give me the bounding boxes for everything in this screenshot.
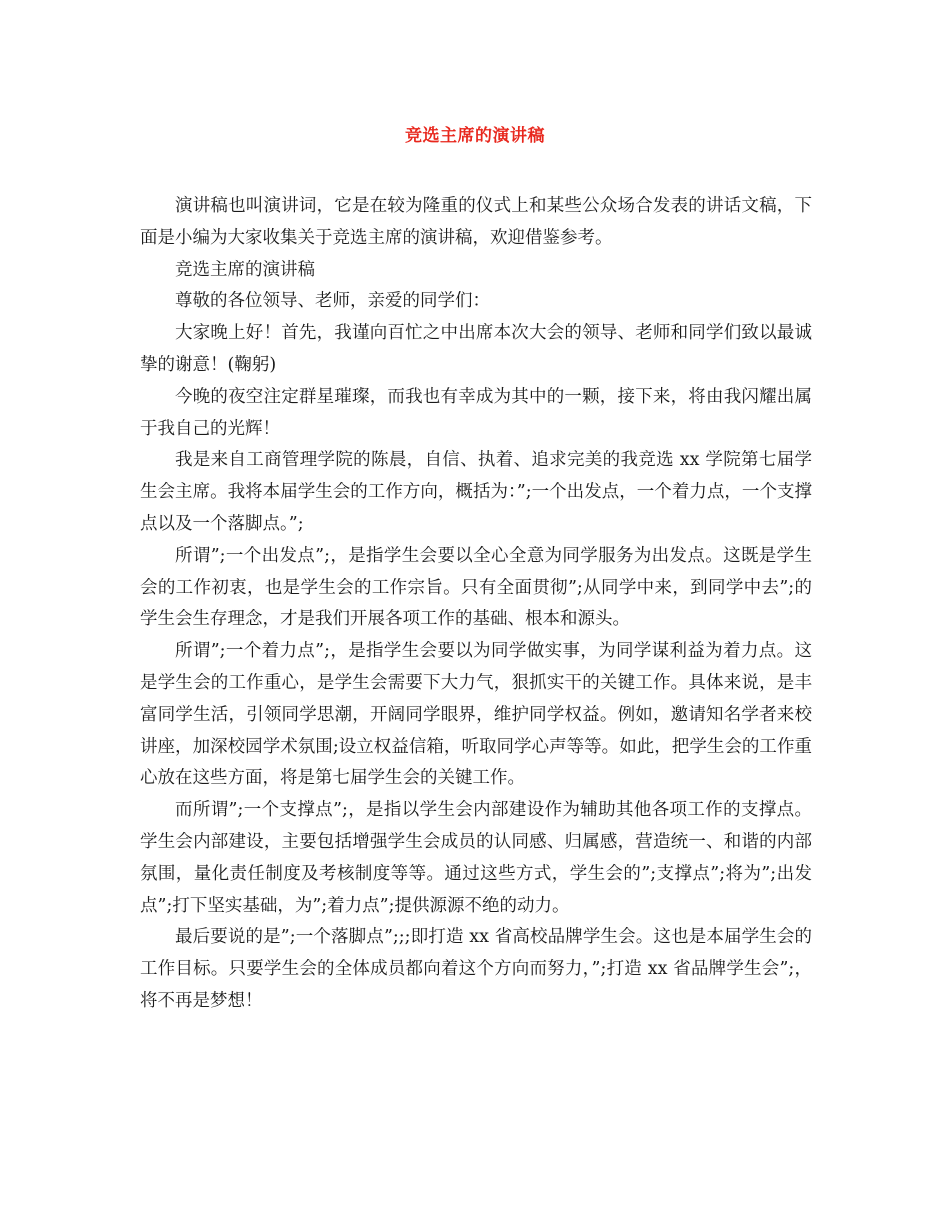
paragraph-intro: 演讲稿也叫演讲词，它是在较为隆重的仪式上和某些公众场合发表的讲话文稿，下面是小编为大家收集关于竞选主席的演讲稿，欢迎借鉴参考。 xyxy=(140,196,812,248)
paragraph-salutation: 尊敬的各位领导、老师，亲爱的同学们： xyxy=(175,291,490,312)
paragraph-landing-point: 最后要说的是”;一个落脚点”;;;即打造 xx 省高校品牌学生会。这也是本届学生会的工作目标。只要学生会的全体成员都向着这个方向而努力，”;打造 xx 省品牌学生会”;，将不再是梦想！ xyxy=(140,927,812,1011)
paragraph-starting-point: 所谓”;一个出发点”;，是指学生会要以全心全意为同学服务为出发点。这既是学生会的工作初衷，也是学生会的工作宗旨。只有全面贯彻”;从同学中来，到同学中去”;的学生会生存理念，才是我们开展各项工作的基础、根本和源头。 xyxy=(140,545,812,630)
document-body xyxy=(140,191,812,1018)
document-title: 竞选主席的演讲稿 xyxy=(405,126,545,146)
paragraph-subtitle: 竞选主席的演讲稿 xyxy=(175,259,315,280)
paragraph-self-introduction: 我是来自工商管理学院的陈晨，自信、执着、追求完美的我竞选 xx 学院第七届学生会主席。我将本届学生会的工作方向，概括为：”;一个出发点，一个着力点，一个支撑点以及一个落脚点。”; xyxy=(140,450,812,534)
paragraph-support-point: 而所谓”;一个支撑点”;，是指以学生会内部建设作为辅助其他各项工作的支撑点。学生会内部建设，主要包括增强学生会成员的认同感、归属感，营造统一、和谐的内部氛围，量化责任制度及考核制度等等。通过这些方式，学生会的”;支撑点”;将为”;出发点”;打下坚实基础，为”;着力点”;提供源源不绝的动力。 xyxy=(140,800,812,916)
paragraph-greeting: 大家晚上好！首先，我谨向百忙之中出席本次大会的领导、老师和同学们致以最诚挚的谢意！(鞠躬) xyxy=(140,323,812,375)
paragraph-focus-point: 所谓”;一个着力点”;，是指学生会要以为同学做实事，为同学谋利益为着力点。这是学生会的工作重心，是学生会需要下大力气，狠抓实干的关键工作。具体来说，是丰富同学生活，引领同学思潮，开阔同学眼界，维护同学权益。例如，邀请知名学者来校讲座，加深校园学术氛围;设立权益信箱，听取同学心声等等。如此，把学生会的工作重心放在这些方面，将是第七届学生会的关键工作。 xyxy=(140,641,812,789)
paragraph-opening: 今晚的夜空注定群星璀璨，而我也有幸成为其中的一颗，接下来，将由我闪耀出属于我自己的光辉！ xyxy=(140,386,812,439)
